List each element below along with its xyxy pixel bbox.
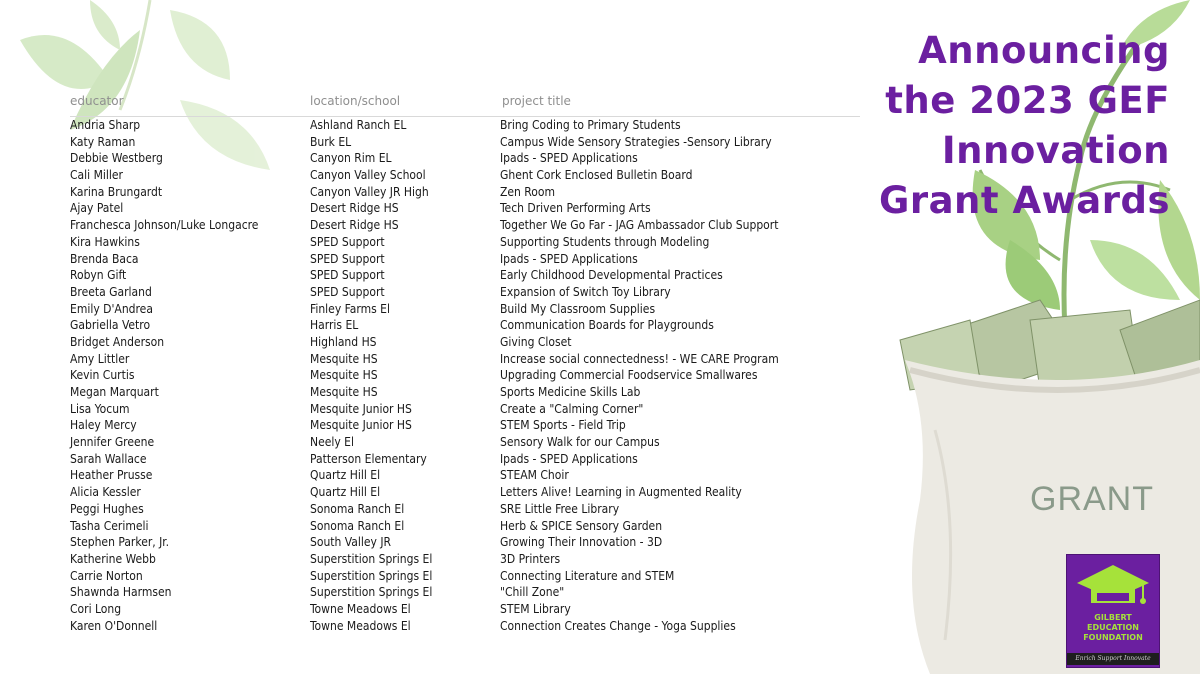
project-cell: Growing Their Innovation - 3D [500, 535, 663, 550]
location-cell: Superstition Springs El [310, 551, 433, 566]
educator-cell: Breeta Garland [70, 284, 152, 299]
header-location: location/school [310, 94, 401, 108]
project-cell: Giving Closet [500, 334, 572, 349]
table-row [70, 584, 860, 601]
location-cell: Mesquite Junior HS [310, 401, 412, 416]
project-cell: Ghent Cork Enclosed Bulletin Board [500, 168, 693, 183]
educator-cell: Heather Prusse [70, 468, 153, 483]
educator-cell: Alicia Kessler [70, 485, 141, 500]
table-row [70, 467, 860, 484]
location-cell: Mesquite HS [310, 351, 378, 366]
location-cell: Finley Farms El [310, 301, 390, 316]
project-cell: Early Childhood Developmental Practices [500, 268, 723, 283]
bag-label: GRANT [1030, 480, 1154, 518]
project-cell: Letters Alive! Learning in Augmented Reality [500, 485, 742, 500]
project-cell: Together We Go Far - JAG Ambassador Club Support [500, 218, 779, 233]
location-cell: Quartz Hill El [310, 485, 381, 500]
location-cell: Sonoma Ranch El [310, 501, 405, 516]
project-cell: Sports Medicine Skills Lab [500, 385, 641, 399]
logo-tagline: Enrich Support Innovate [1067, 653, 1159, 665]
educator-cell: Lisa Yocum [70, 401, 130, 416]
table-row [70, 167, 860, 184]
location-cell: Neely El [310, 435, 354, 450]
table-row [70, 117, 860, 134]
project-cell: Sensory Walk for our Campus [500, 435, 660, 450]
location-cell: Ashland Ranch EL [310, 118, 407, 132]
logo-line-1: GILBERT [1094, 613, 1132, 622]
location-cell: Highland HS [310, 334, 377, 349]
project-cell: Ipads - SPED Applications [500, 451, 638, 466]
title-line-4: Grant Awards [878, 179, 1170, 222]
table-row [70, 401, 860, 418]
table-row [70, 417, 860, 434]
educator-cell: Katherine Webb [70, 551, 156, 566]
location-cell: Sonoma Ranch El [310, 518, 405, 533]
location-cell: Desert Ridge HS [310, 201, 399, 216]
educator-cell: Carrie Norton [70, 568, 143, 583]
table-row [70, 501, 860, 518]
educator-cell: Kira Hawkins [70, 234, 140, 249]
project-cell: Ipads - SPED Applications [500, 151, 638, 166]
table-row [70, 234, 860, 251]
project-cell: Connecting Literature and STEM [500, 568, 675, 583]
educator-cell: Amy Littler [70, 351, 130, 366]
educator-cell: Peggi Hughes [70, 501, 144, 516]
location-cell: Canyon Valley School [310, 168, 426, 183]
location-cell: Burk EL [310, 134, 352, 149]
project-cell: Create a "Calming Corner" [500, 401, 644, 416]
location-cell: SPED Support [310, 251, 385, 266]
table-row [70, 217, 860, 234]
educator-cell: Cori Long [70, 601, 122, 616]
project-cell: Upgrading Commercial Foodservice Smallwares [500, 368, 758, 383]
location-cell: Quartz Hill El [310, 468, 381, 483]
educator-cell: Bridget Anderson [70, 334, 165, 349]
location-cell: Patterson Elementary [310, 451, 427, 466]
table-row [70, 251, 860, 268]
table-row [70, 384, 860, 401]
project-cell: Expansion of Switch Toy Library [500, 284, 671, 299]
project-cell: Increase social connectedness! - WE CARE Program [500, 351, 779, 366]
table-row [70, 451, 860, 468]
table-row [70, 150, 860, 167]
table-row [70, 434, 860, 451]
educator-cell: Andria Sharp [70, 118, 141, 132]
graduation-cap-icon [1067, 555, 1159, 615]
educator-cell: Brenda Baca [70, 251, 139, 266]
project-cell: STEAM Choir [500, 468, 569, 483]
location-cell: Towne Meadows El [310, 618, 411, 633]
location-cell: Superstition Springs El [310, 585, 433, 600]
gef-logo [1066, 554, 1160, 668]
table-header [70, 90, 860, 117]
table-row [70, 367, 860, 384]
project-cell: Zen Room [500, 184, 555, 199]
table-body [70, 117, 860, 634]
table-row [70, 601, 860, 618]
project-cell: Ipads - SPED Applications [500, 251, 638, 266]
table-row [70, 534, 860, 551]
table-row [70, 267, 860, 284]
location-cell: SPED Support [310, 284, 385, 299]
project-cell: Supporting Students through Modeling [500, 234, 710, 249]
table-row [70, 484, 860, 501]
project-cell: SRE Little Free Library [500, 501, 620, 516]
educator-cell: Ajay Patel [70, 201, 124, 216]
table-row [70, 618, 860, 635]
educator-cell: Robyn Gift [70, 268, 127, 283]
educator-cell: Stephen Parker, Jr. [70, 535, 170, 550]
location-cell: Canyon Rim EL [310, 151, 392, 166]
location-cell: Mesquite Junior HS [310, 418, 412, 433]
location-cell: Desert Ridge HS [310, 218, 399, 233]
educator-cell: Megan Marquart [70, 385, 159, 399]
table-row [70, 284, 860, 301]
educator-cell: Karina Brungardt [70, 184, 163, 199]
table-row [70, 334, 860, 351]
logo-line-2: EDUCATION [1087, 623, 1139, 632]
title-line-3: Innovation [941, 129, 1170, 172]
project-cell: Tech Driven Performing Arts [500, 201, 651, 216]
location-cell: SPED Support [310, 234, 385, 249]
educator-cell: Debbie Westberg [70, 151, 163, 166]
logo-line-3: FOUNDATION [1083, 633, 1143, 642]
project-cell: Connection Creates Change - Yoga Supplies [500, 618, 736, 633]
location-cell: Canyon Valley JR High [310, 184, 429, 199]
table-row [70, 134, 860, 151]
project-cell: 3D Printers [500, 551, 561, 566]
educator-cell: Franchesca Johnson/Luke Longacre [70, 218, 259, 233]
location-cell: Superstition Springs El [310, 568, 433, 583]
educator-cell: Cali Miller [70, 168, 123, 183]
educator-cell: Haley Mercy [70, 418, 137, 433]
educator-cell: Katy Raman [70, 134, 136, 149]
project-cell: Herb & SPICE Sensory Garden [500, 518, 663, 533]
title-line-2: the 2023 GEF [885, 79, 1170, 122]
table-row [70, 568, 860, 585]
location-cell: Mesquite HS [310, 385, 378, 399]
educator-cell: Shawnda Harmsen [70, 585, 172, 600]
location-cell: Towne Meadows El [310, 601, 411, 616]
project-cell: STEM Library [500, 601, 571, 616]
table-row [70, 351, 860, 368]
table-row [70, 518, 860, 535]
table-row [70, 200, 860, 217]
location-cell: SPED Support [310, 268, 385, 283]
project-cell: Build My Classroom Supplies [500, 301, 656, 316]
table-row [70, 317, 860, 334]
announcement-title [810, 26, 1170, 226]
educator-cell: Karen O'Donnell [70, 618, 158, 633]
educator-cell: Jennifer Greene [70, 435, 155, 450]
educator-cell: Sarah Wallace [70, 451, 147, 466]
educator-cell: Gabriella Vetro [70, 318, 151, 333]
project-cell: Communication Boards for Playgrounds [500, 318, 714, 333]
educator-cell: Emily D'Andrea [70, 301, 153, 316]
project-cell: "Chill Zone" [500, 585, 565, 600]
project-cell: STEM Sports - Field Trip [500, 418, 626, 433]
header-educator: educator [70, 94, 124, 108]
location-cell: South Valley JR [310, 535, 392, 550]
table-row [70, 184, 860, 201]
location-cell: Mesquite HS [310, 368, 378, 383]
educator-cell: Tasha Cerimeli [70, 518, 149, 533]
project-cell: Campus Wide Sensory Strategies -Sensory Library [500, 134, 772, 149]
header-project: project title [502, 94, 571, 108]
table-row [70, 551, 860, 568]
location-cell: Harris EL [310, 318, 359, 333]
awards-table [70, 90, 860, 634]
table-row [70, 301, 860, 318]
educator-cell: Kevin Curtis [70, 368, 135, 383]
project-cell: Bring Coding to Primary Students [500, 118, 681, 132]
title-line-1: Announcing [918, 29, 1170, 72]
